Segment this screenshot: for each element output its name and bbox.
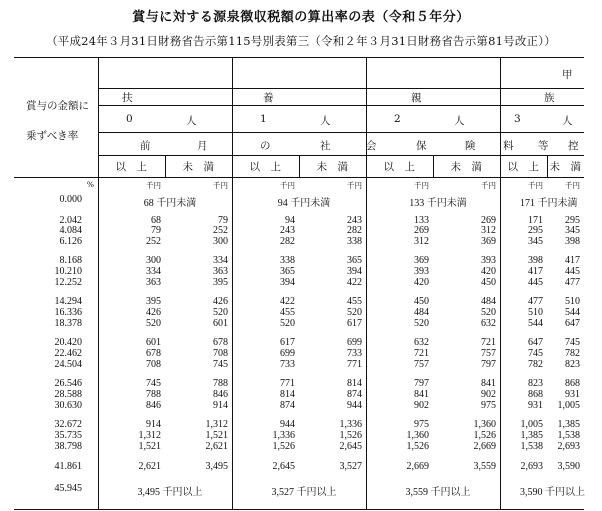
cell-below: 1,521 [205,430,228,441]
rate-value: 18.378 [54,318,82,329]
header-line-bottom [14,177,584,178]
cell-above: 1,005 [520,419,543,430]
cell-above: 975 [414,419,429,430]
cell-above: 2,669 [406,461,429,472]
cell-below: 647 [565,318,580,329]
cell-below: 678 [213,337,228,348]
cell-below: 312 [481,225,496,236]
cell-above: 814 [280,389,295,400]
cell-below: 902 [481,389,496,400]
cell-above: 782 [528,359,543,370]
unit-below-3: 千円 [565,181,580,190]
social-char-6: 険 [465,140,476,152]
cell-above: 797 [414,378,429,389]
cell-above: 243 [280,225,295,236]
rate-unit: % [86,180,94,189]
cell-below: 931 [565,389,580,400]
cell-below: 975 [481,400,496,411]
rate-value: 28.588 [54,389,82,400]
rate-value: 32.672 [54,419,82,430]
rate-table [14,57,584,510]
cell-below: 699 [347,337,362,348]
cell-above: 914 [146,419,161,430]
cell-above: 846 [146,400,161,411]
social-char-9: 控 [568,140,579,152]
unit-above-2: 千円 [414,181,429,190]
cell-below: 79 [218,215,228,226]
cell-above: 617 [280,337,295,348]
cell-below: 1,336 [339,419,362,430]
cell-above: 823 [528,378,543,389]
dependent-count-3: 3 [514,113,521,125]
subcol-divider-2 [433,155,434,177]
cell-below: 477 [565,277,580,288]
rate-value: 22.462 [54,348,82,359]
cell-below: 2,645 [339,441,362,452]
cell-above: 450 [414,296,429,307]
cell-below: 369 [481,236,496,247]
cell-above: 1,521 [138,441,161,452]
social-char-5: 保 [416,140,427,152]
cell-above: 345 [528,236,543,247]
cell-above: 312 [414,236,429,247]
unit-above-1: 千円 [280,181,295,190]
unit-above-0: 千円 [146,181,161,190]
cell-below: 733 [347,348,362,359]
cell-above: 520 [280,318,295,329]
cell-below: 914 [213,400,228,411]
dependent-count-2: 2 [394,113,401,125]
cell-below: 788 [213,378,228,389]
cell-above: 282 [280,236,295,247]
cell-below: 1,312 [205,419,228,430]
sub-label-below-2: 未 満 [450,161,482,173]
cell-below: 2,669 [473,441,496,452]
sub-label-above-3: 以 上 [507,161,539,173]
social-char-8: 等 [538,140,549,152]
cell-above: 133 [414,215,429,226]
cell-below: 1,526 [339,430,362,441]
cell-above: 771 [280,378,295,389]
cell-above: 678 [146,348,161,359]
cell-above: 94 [285,215,295,226]
cell-above: 393 [414,266,429,277]
header-line-2 [98,105,584,106]
special-range-cell: 171 千円未満 [520,198,578,209]
cell-above: 544 [528,318,543,329]
left-label-line2: 乗ずべき率 [26,130,79,142]
cell-below: 365 [347,255,362,266]
cell-above: 788 [146,389,161,400]
cell-below: 295 [565,215,580,226]
dependent-count-1: 1 [260,113,267,125]
cell-below: 3,590 [557,461,580,472]
cell-above: 79 [151,225,161,236]
cell-below: 3,559 [473,461,496,472]
cell-above: 2,645 [272,461,295,472]
unit-below-1: 千円 [347,181,362,190]
dependents-char-1: 扶 [122,92,133,104]
cell-below: 422 [347,277,362,288]
cell-below: 398 [565,236,580,247]
cell-above: 520 [414,318,429,329]
cell-below: 868 [565,378,580,389]
cell-below: 1,360 [473,419,496,430]
cell-below: 544 [565,307,580,318]
dependent-unit-2: 人 [454,115,465,127]
cell-above: 300 [146,255,161,266]
cell-below: 3,495 [205,461,228,472]
subcol-divider-3 [547,155,548,177]
cell-below: 721 [481,337,496,348]
unit-below-0: 千円 [213,181,228,190]
cell-below: 3,527 [339,461,362,472]
cell-below: 252 [213,225,228,236]
sub-label-above-1: 以 上 [249,161,281,173]
cell-below: 1,385 [557,419,580,430]
cell-below: 757 [481,348,496,359]
dependents-char-3: 親 [411,92,422,104]
subcol-divider-0 [165,155,166,177]
cell-below: 363 [213,266,228,277]
cell-above: 874 [280,400,295,411]
left-label-line1: 賞与の金額に [26,100,89,112]
rate-value: 35.735 [54,430,82,441]
cell-above: 171 [528,215,543,226]
header-line-1 [98,88,584,89]
cell-above: 841 [414,389,429,400]
cell-above: 2,693 [520,461,543,472]
rate-value: 6.126 [59,236,82,247]
cell-below: 2,693 [557,441,580,452]
cell-below: 745 [213,359,228,370]
dependents-char-2: 養 [263,92,274,104]
cell-below: 484 [481,296,496,307]
cell-above: 1,526 [406,441,429,452]
cell-above: 369 [414,255,429,266]
cell-below: 420 [481,266,496,277]
rate-value: 14.294 [54,296,82,307]
cell-above: 902 [414,400,429,411]
sub-label-above-2: 以 上 [383,161,415,173]
cell-above: 395 [146,296,161,307]
special-range-cell: 3,590 千円以上 [520,487,585,498]
subcol-divider-1 [299,155,300,177]
cell-below: 814 [347,378,362,389]
cell-above: 334 [146,266,161,277]
cell-below: 745 [565,337,580,348]
cell-above: 295 [528,225,543,236]
cell-above: 269 [414,225,429,236]
cell-above: 733 [280,359,295,370]
social-char-7: 料 [503,140,514,152]
special-range-cell: 3,527 千円以上 [271,487,337,498]
cell-below: 243 [347,215,362,226]
rate-value: 16.336 [54,307,82,318]
cell-above: 363 [146,277,161,288]
rate-value: 30.630 [54,400,82,411]
social-char-4: 会 [366,140,377,152]
cell-below: 395 [213,277,228,288]
cell-below: 2,621 [205,441,228,452]
cell-below: 345 [565,225,580,236]
social-char-2: の [260,140,271,152]
cell-above: 708 [146,359,161,370]
cell-above: 757 [414,359,429,370]
cell-above: 252 [146,236,161,247]
cell-below: 823 [565,359,580,370]
cell-below: 282 [347,225,362,236]
rate-value: 8.168 [59,255,82,266]
cell-below: 417 [565,255,580,266]
cell-below: 334 [213,255,228,266]
cell-above: 477 [528,296,543,307]
cell-below: 510 [565,296,580,307]
cell-above: 721 [414,348,429,359]
dependent-unit-3: 人 [562,115,573,127]
type-kou-label: 甲 [562,69,573,81]
special-range-cell: 94 千円未満 [277,198,331,209]
cell-above: 520 [146,318,161,329]
cell-above: 420 [414,277,429,288]
cell-below: 1,005 [557,400,580,411]
cell-above: 510 [528,307,543,318]
cell-below: 944 [347,400,362,411]
cell-below: 520 [481,307,496,318]
dependent-unit-0: 人 [186,115,197,127]
cell-above: 944 [280,419,295,430]
cell-below: 1,538 [557,430,580,441]
rate-value: 45.945 [54,483,82,494]
rate-value: 26.546 [54,378,82,389]
dependents-char-4: 族 [544,92,555,104]
cell-below: 771 [347,359,362,370]
rate-value: 24.504 [54,359,82,370]
cell-below: 782 [565,348,580,359]
rate-value: 12.252 [54,277,82,288]
special-range-cell: 68 千円未満 [143,198,197,209]
cell-above: 1,538 [520,441,543,452]
header-line-4 [98,155,584,156]
cell-below: 1,526 [473,430,496,441]
sub-label-above-0: 以 上 [115,161,147,173]
social-char-1: 月 [197,140,208,152]
cell-below: 269 [481,215,496,226]
cell-above: 445 [528,277,543,288]
rate-value: 4.084 [59,225,82,236]
cell-above: 417 [528,266,543,277]
cell-above: 365 [280,266,295,277]
cell-below: 300 [213,236,228,247]
header-line-3 [98,132,584,133]
cell-below: 797 [481,359,496,370]
rate-value: 0.000 [59,194,82,205]
unit-above-3: 千円 [528,181,543,190]
cell-below: 632 [481,318,496,329]
rate-value: 41.861 [54,461,82,472]
cell-above: 632 [414,337,429,348]
cell-above: 1,312 [138,430,161,441]
cell-below: 455 [347,296,362,307]
cell-above: 931 [528,400,543,411]
rate-value: 38.798 [54,441,82,452]
rate-value: 2.042 [59,215,82,226]
cell-above: 647 [528,337,543,348]
cell-above: 426 [146,307,161,318]
cell-below: 617 [347,318,362,329]
cell-above: 455 [280,307,295,318]
cell-above: 422 [280,296,295,307]
cell-below: 601 [213,318,228,329]
cell-above: 601 [146,337,161,348]
cell-below: 394 [347,266,362,277]
cell-above: 745 [528,348,543,359]
dependent-unit-1: 人 [320,115,331,127]
sub-label-below-3: 未 満 [549,161,581,173]
cell-below: 520 [347,307,362,318]
special-range-cell: 133 千円未満 [409,198,467,209]
cell-above: 1,336 [272,430,295,441]
cell-above: 1,526 [272,441,295,452]
cell-above: 1,385 [520,430,543,441]
special-range-cell: 3,495 千円以上 [137,487,203,498]
cell-above: 394 [280,277,295,288]
cell-above: 68 [151,215,161,226]
cell-above: 338 [280,255,295,266]
cell-below: 393 [481,255,496,266]
rate-value: 20.420 [54,337,82,348]
unit-below-2: 千円 [481,181,496,190]
cell-below: 338 [347,236,362,247]
cell-below: 450 [481,277,496,288]
cell-below: 445 [565,266,580,277]
cell-above: 484 [414,307,429,318]
cell-above: 868 [528,389,543,400]
rate-value: 10.210 [54,266,82,277]
special-range-cell: 3,559 千円以上 [405,487,471,498]
cell-below: 520 [213,307,228,318]
sub-label-below-1: 未 満 [316,161,348,173]
cell-below: 841 [481,378,496,389]
cell-above: 745 [146,378,161,389]
cell-below: 426 [213,296,228,307]
dependent-count-0: 0 [126,113,133,125]
page-title: 賞与に対する源泉徴収税額の算出率の表（令和５年分） [132,10,470,25]
cell-below: 874 [347,389,362,400]
cell-above: 398 [528,255,543,266]
cell-below: 846 [213,389,228,400]
cell-below: 708 [213,348,228,359]
cell-above: 699 [280,348,295,359]
social-char-0: 前 [140,140,151,152]
cell-above: 2,621 [138,461,161,472]
cell-above: 1,360 [406,430,429,441]
social-char-3: 社 [320,140,331,152]
page-subtitle: （平成24年３月31日財務省告示第115号別表第三（令和２年３月31日財務省告示第81号改正）） [46,34,556,48]
sub-label-below-0: 未 満 [182,161,214,173]
